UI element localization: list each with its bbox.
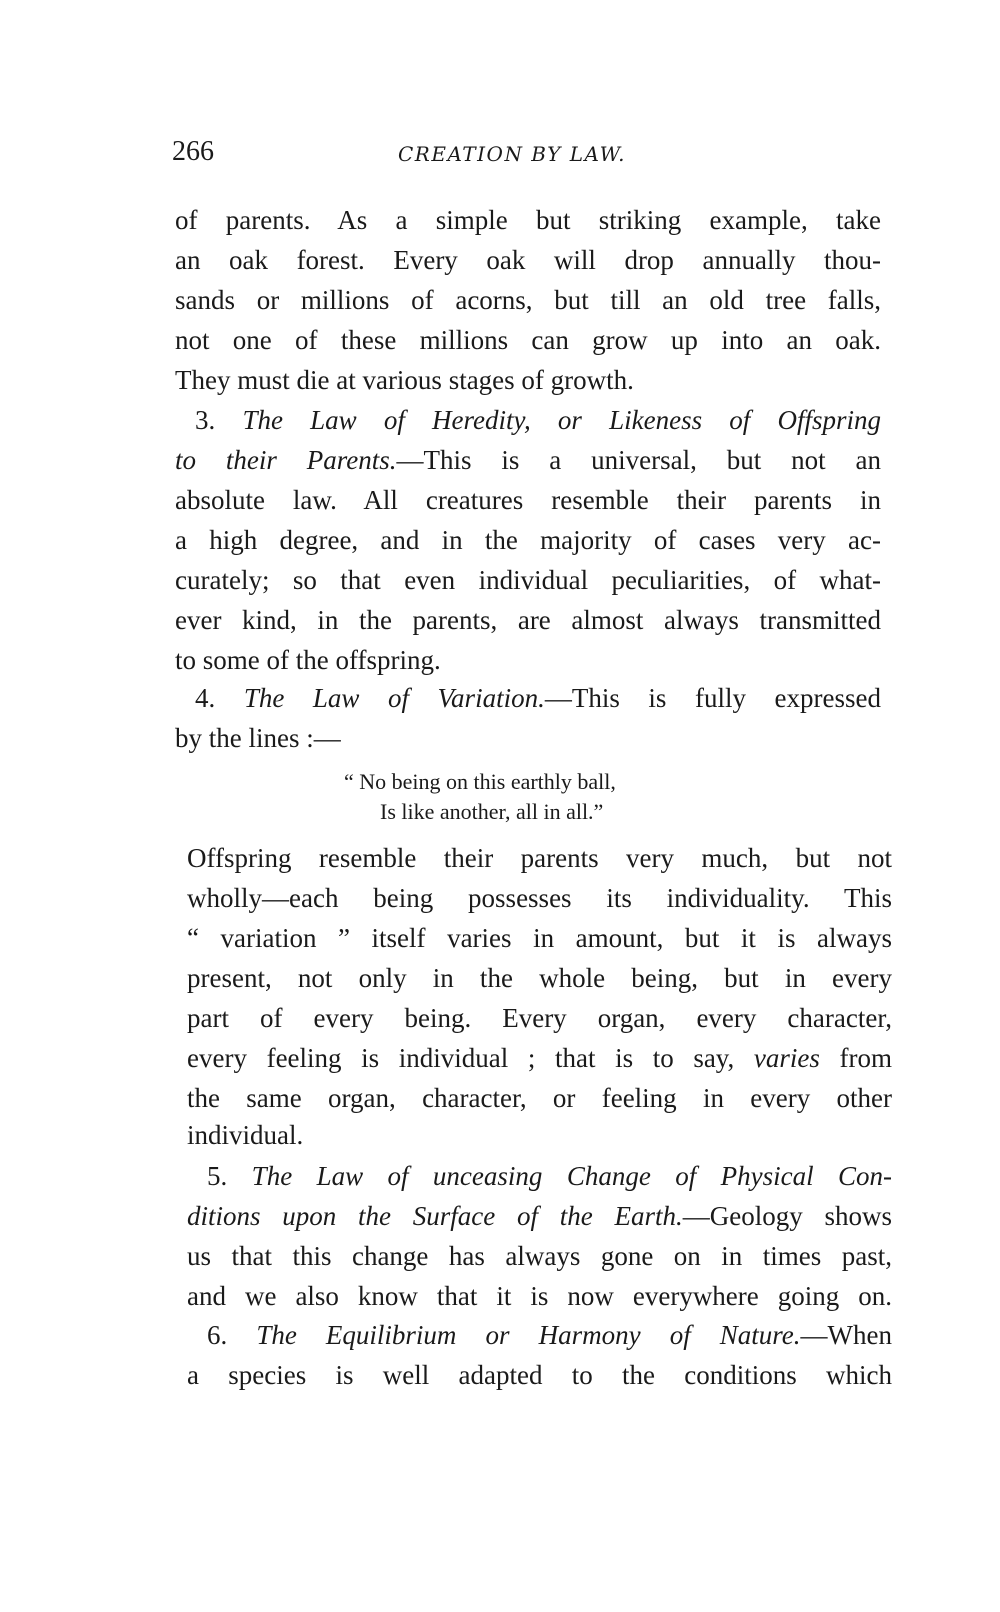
text-segment: an oak forest. Every oak will drop annually thou-	[175, 245, 881, 275]
text-segment: —This is fully expressed	[544, 683, 881, 713]
italic-text: The Law of unceasing Change of Physical Con-	[251, 1161, 893, 1191]
text-segment: wholly—each being possesses its individuality. This	[187, 883, 892, 913]
text-line	[195, 678, 881, 718]
text-line	[187, 998, 892, 1038]
italic-text: varies	[753, 1043, 820, 1073]
text-line	[187, 1276, 892, 1316]
text-segment: ever kind, in the parents, are almost always transmitted	[175, 605, 881, 635]
text-segment: Is like another, all in all.”	[380, 799, 604, 824]
text-segment: from	[819, 1043, 893, 1073]
text-segment: “ variation ” itself varies in amount, but it is always	[187, 923, 892, 953]
italic-text: The Equilibrium or Harmony of Nature.	[256, 1320, 801, 1350]
text-segment: to some of the offspring.	[175, 645, 441, 675]
text-segment: —Geology shows	[682, 1201, 893, 1231]
text-segment: by the lines :—	[175, 723, 341, 753]
text-line	[175, 718, 341, 758]
text-segment: “ No being on this earthly ball,	[344, 769, 616, 794]
text-segment: the same organ, character, or feeling in every other	[187, 1083, 892, 1113]
text-line	[187, 918, 892, 958]
italic-text: The Law of Heredity, or Likeness of Offspring	[242, 405, 881, 435]
running-title: CREATION BY LAW.	[398, 142, 627, 166]
italic-text: The Law of Variation.	[243, 683, 545, 713]
text-segment: not one of these millions can grow up into an oak.	[175, 325, 881, 355]
text-line	[175, 480, 881, 520]
text-segment: absolute law. All creatures resemble their parents in	[175, 485, 881, 515]
text-segment: 4.	[195, 683, 244, 713]
italic-text: ditions upon the Surface of the Earth.	[187, 1201, 683, 1231]
text-segment: 6.	[207, 1320, 257, 1350]
text-line	[187, 1196, 892, 1236]
text-line	[175, 560, 881, 600]
text-segment: individual.	[187, 1120, 304, 1150]
text-line	[187, 838, 892, 878]
text-segment: —This is a universal, but not an	[396, 445, 881, 475]
text-segment: sands or millions of acorns, but till an old tree falls,	[175, 285, 881, 315]
text-segment: a species is well adapted to the conditions which	[187, 1360, 892, 1390]
text-line	[195, 400, 881, 440]
text-segment: curately; so that even individual peculiarities, of what-	[175, 565, 881, 595]
text-segment: us that this change has always gone on in times past,	[187, 1241, 892, 1271]
text-segment: part of every being. Every organ, every character,	[187, 1003, 892, 1033]
text-line	[175, 520, 881, 560]
text-segment: 5.	[207, 1161, 252, 1191]
page-number: 266	[172, 136, 214, 167]
text-line	[187, 1038, 892, 1078]
text-line	[187, 1115, 303, 1155]
text-segment: every feeling is individual ; that is to say,	[187, 1043, 754, 1073]
text-line	[187, 1355, 892, 1395]
text-line	[175, 600, 881, 640]
text-line	[175, 200, 881, 240]
text-line	[187, 958, 892, 998]
text-segment: of parents. As a simple but striking example, take	[175, 205, 881, 235]
text-segment: —When	[800, 1320, 892, 1350]
verse-line	[380, 792, 603, 832]
text-line	[175, 280, 881, 320]
text-line	[175, 240, 881, 280]
text-segment: present, not only in the whole being, but in every	[187, 963, 892, 993]
text-line	[175, 640, 441, 680]
text-segment: They must die at various stages of growth.	[175, 365, 634, 395]
text-line	[175, 320, 881, 360]
text-line	[187, 878, 892, 918]
text-line	[207, 1315, 892, 1355]
text-line	[187, 1236, 892, 1276]
text-segment: Offspring resemble their parents very much, but not	[187, 843, 892, 873]
text-line	[187, 1078, 892, 1118]
text-line	[175, 440, 881, 480]
text-line	[175, 360, 634, 400]
text-segment: 3.	[195, 405, 243, 435]
text-segment: and we also know that it is now everywhere going on.	[187, 1281, 892, 1311]
italic-text: to their Parents.	[175, 445, 397, 475]
text-line	[207, 1156, 892, 1196]
text-segment: a high degree, and in the majority of cases very ac-	[175, 525, 881, 555]
